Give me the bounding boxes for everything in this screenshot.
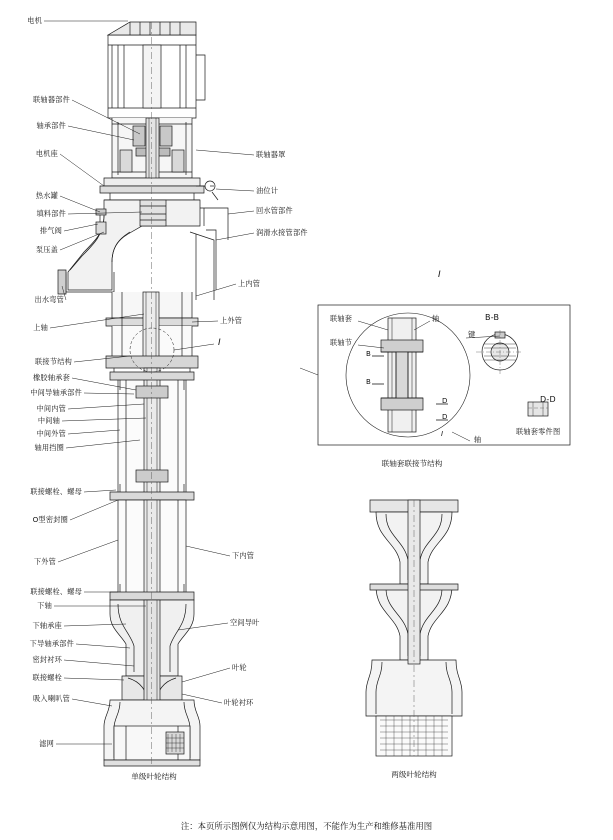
label-coupling-guard: 联轴器罩 bbox=[256, 150, 286, 159]
label-lower-inner-pipe: 下内管 bbox=[232, 551, 255, 560]
label-key: 键 bbox=[468, 330, 476, 339]
section-marker-main: I bbox=[218, 338, 221, 348]
label-strainer: 滤网 bbox=[39, 739, 54, 748]
label-upper-inner-pipe: 上内管 bbox=[238, 279, 261, 288]
label-impeller-wear-ring: 叶轮衬环 bbox=[224, 698, 254, 707]
label-shaft-retaining-ring: 轴用挡圈 bbox=[34, 443, 64, 452]
label-hot-water-tank: 热水罐 bbox=[35, 191, 58, 200]
lower-column bbox=[110, 500, 194, 600]
upper-column bbox=[106, 292, 198, 376]
label-lower-guide-bearing: 下导轴承部件 bbox=[29, 639, 74, 648]
label-lower-bearing-seat: 下轴承座 bbox=[32, 621, 62, 630]
label-lower-outer-pipe: 下外管 bbox=[33, 557, 56, 566]
discharge-elbow bbox=[58, 200, 228, 300]
label-upper-shaft: 上轴 bbox=[33, 323, 48, 332]
label-intermediate-outer-pipe: 中间外管 bbox=[36, 429, 66, 438]
label-coupling-joint-structure: 联接节结构 bbox=[35, 357, 72, 366]
label-coupling-sleeve: 联轴套 bbox=[330, 314, 353, 323]
label-mark-b-bottom: B bbox=[366, 378, 372, 386]
label-connecting-bolt: 联接螺栓 bbox=[32, 673, 62, 682]
coupling-housing bbox=[112, 118, 192, 180]
caption-main-diagram: 单级叶轮结构 bbox=[131, 772, 177, 781]
label-shaft-bottom: 轴 bbox=[474, 435, 482, 444]
label-motor-base: 电机座 bbox=[35, 149, 58, 158]
label-suction-bell: 吸入喇叭管 bbox=[33, 694, 70, 703]
label-upper-outer-pipe: 上外管 bbox=[220, 316, 243, 325]
inset-title-roman: I bbox=[438, 270, 441, 280]
label-discharge-elbow: 出水弯管 bbox=[34, 295, 64, 304]
label-coupling-joint: 联轴节 bbox=[330, 338, 353, 347]
label-section-dd: D-D bbox=[540, 395, 556, 404]
label-intermediate-shaft: 中间轴 bbox=[37, 416, 60, 425]
inset-coupling-drawing bbox=[300, 305, 570, 445]
label-return-water-pipe: 回水管部件 bbox=[256, 206, 293, 215]
label-shaft-top: 轴 bbox=[432, 314, 440, 323]
label-motor: 电机 bbox=[27, 16, 42, 25]
label-intermediate-guide-bearing: 中间导轴承部件 bbox=[30, 388, 82, 397]
label-coupling-sleeve-part-drawing: 联轴套零件图 bbox=[516, 427, 561, 436]
motor-assembly bbox=[108, 22, 205, 118]
label-mark-i: I bbox=[441, 430, 444, 438]
label-space-guide-vane: 空间导叶 bbox=[230, 618, 260, 627]
label-mark-d-bottom: D bbox=[442, 413, 448, 421]
label-mark-d-top: D bbox=[442, 397, 448, 405]
middle-column bbox=[110, 368, 194, 500]
footnote-text: 注：本页所示图例仅为结构示意用图，不能作为生产和维修基准用图 bbox=[180, 821, 433, 831]
motor-base bbox=[100, 178, 218, 200]
caption-twostage-inset: 两级叶轮结构 bbox=[391, 770, 437, 779]
label-lower-shaft: 下轴 bbox=[37, 601, 52, 610]
label-bearing-assembly: 轴承部件 bbox=[36, 121, 66, 130]
pump-bowl bbox=[104, 600, 200, 766]
label-lubrication-water-pipe: 润滑水接管部件 bbox=[256, 228, 308, 237]
label-packing-assembly: 填料部件 bbox=[36, 209, 66, 218]
label-intermediate-inner-pipe: 中间内管 bbox=[36, 404, 66, 413]
label-mark-b-top: B bbox=[366, 350, 372, 358]
label-impeller: 叶轮 bbox=[232, 663, 247, 672]
caption-coupling-inset: 联轴套联接节结构 bbox=[381, 459, 443, 468]
label-connecting-bolt-nut-upper: 联接螺栓、螺母 bbox=[30, 487, 82, 496]
label-section-bb: B-B bbox=[485, 313, 500, 322]
label-connecting-bolt-nut-lower: 联接螺栓、螺母 bbox=[30, 587, 82, 596]
label-o-ring-seal: O型密封圈 bbox=[32, 515, 68, 524]
inset-twostage-drawing bbox=[366, 500, 462, 756]
label-pump-gland: 泵压盖 bbox=[35, 245, 58, 254]
label-coupling-assembly: 联轴器部件 bbox=[33, 95, 70, 104]
label-sealing-ring: 密封衬环 bbox=[32, 655, 62, 664]
label-air-vent-valve: 排气阀 bbox=[39, 226, 62, 235]
label-rubber-bearing-sleeve: 橡胶轴承套 bbox=[33, 373, 70, 382]
label-oil-level-gauge: 油位计 bbox=[256, 186, 279, 195]
